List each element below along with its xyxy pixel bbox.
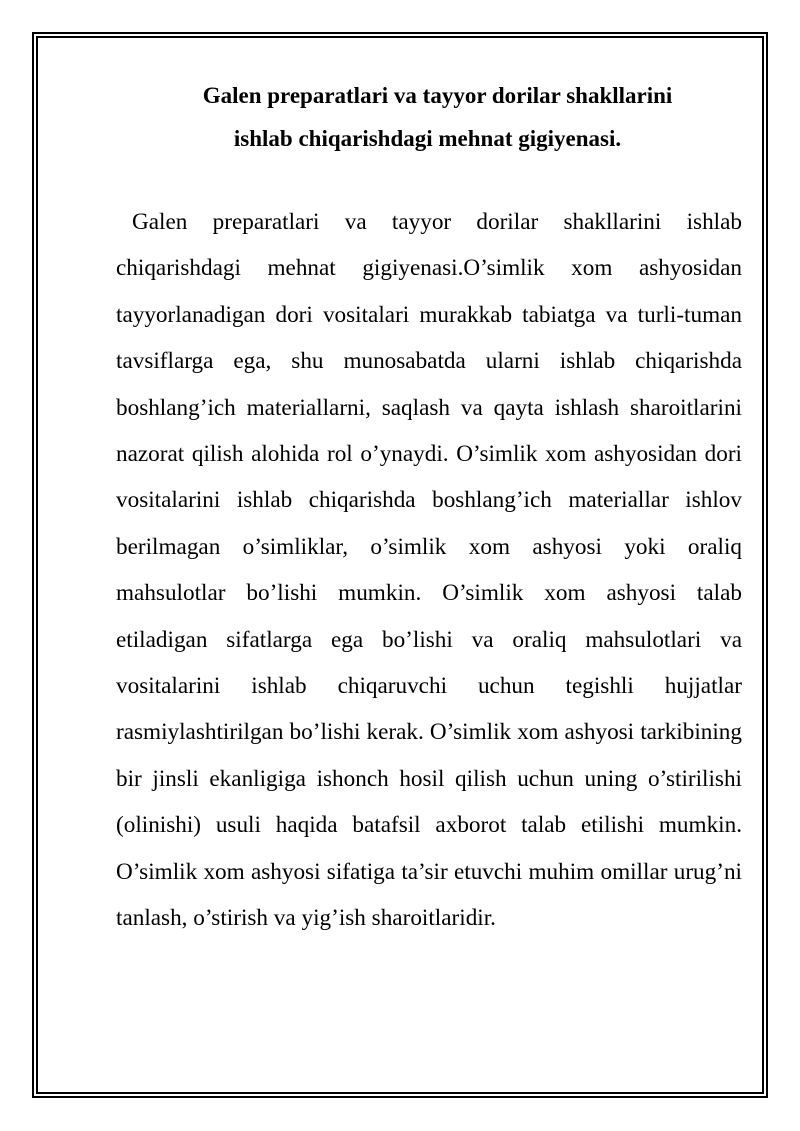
body-paragraph: Galen preparatlari va tayyor dorilar shakllarini ishlab chiqarishdagi mehnat gigiyenasi.O’simlik xom ashyosidan tayyorlanadigan dori vositalari murakkab tabiatga va turli-tuman tavsiflarga ega, shu munosabatda ularni ishlab chiqarishda boshlang’ich materiallarni, saqlash va qayta ishlash sharoitlarini nazorat qilish alohida rol o’ynaydi. O’simlik xom ashyosidan dori vositalarini ishlab chiqarishda boshlang’ich materiallar ishlov berilmagan o’simliklar, o’simlik xom ashyosi yoki oraliq mahsulotlar bo’lishi mumkin. O’simlik xom ashyosi talab etiladigan sifatlarga ega bo’lishi va oraliq mahsulotlari va vositalarini ishlab chiqaruvchi uchun tegishli hujjatlar rasmiylashtirilgan bo’lishi kerak. O’simlik xom ashyosi tarkibining bir jinsli ekanligiga ishonch hosil qilish uchun uning o’stirilishi (olinishi) usuli haqida batafsil axborot talab etilishi mumkin. O’simlik xom ashyosi sifatiga ta’sir etuvchi muhim omillar urug’ni tanlash, o’stirish va yig’ish sharoitlaridir.	[116, 209, 742, 932]
document-title-line-2: ishlab chiqarishdagi mehnat gigiyenasi.	[233, 126, 622, 151]
document-title-line-1: Galen preparatlari va tayyor dorilar shakllarini	[202, 83, 673, 108]
